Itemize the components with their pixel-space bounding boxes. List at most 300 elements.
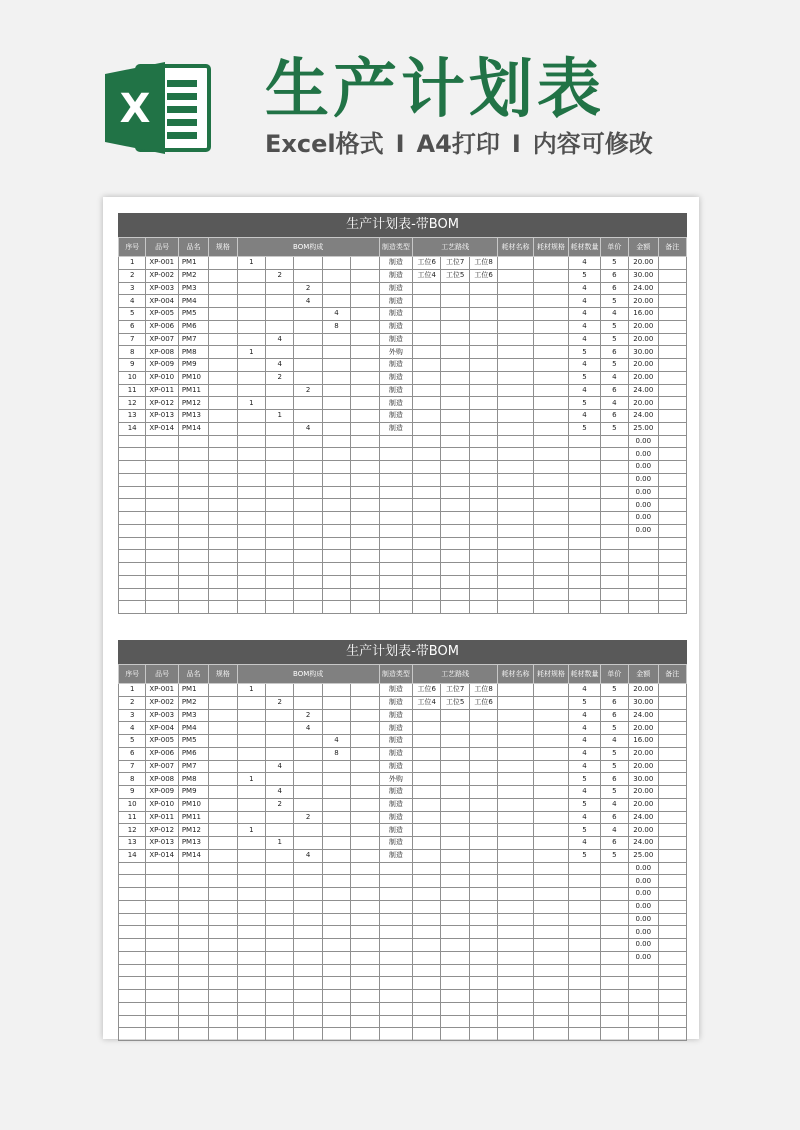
cell-route[interactable] (469, 282, 497, 295)
table-cell[interactable] (658, 588, 687, 601)
cell-bom[interactable] (351, 811, 379, 824)
cell-code[interactable]: XP-008 (146, 773, 178, 786)
cell-bom[interactable] (294, 760, 322, 773)
table-cell[interactable] (569, 448, 600, 461)
cell-bom[interactable] (294, 397, 322, 410)
table-cell[interactable] (322, 563, 350, 576)
cell-bom[interactable] (322, 269, 350, 282)
cell-remark[interactable] (658, 308, 687, 321)
table-cell[interactable] (379, 913, 412, 926)
cell-bom[interactable] (322, 773, 350, 786)
cell-bom[interactable] (351, 422, 379, 435)
cell-bom[interactable] (237, 282, 265, 295)
table-cell[interactable] (209, 512, 237, 525)
table-cell[interactable] (413, 601, 441, 614)
table-cell[interactable] (294, 461, 322, 474)
cell-route[interactable] (469, 824, 497, 837)
cell-route[interactable] (413, 384, 441, 397)
cell-route[interactable] (441, 849, 469, 862)
cell-route[interactable] (441, 384, 469, 397)
table-cell[interactable] (119, 563, 146, 576)
cell-route[interactable] (413, 346, 441, 359)
cell-spec[interactable] (209, 269, 237, 282)
cell-route[interactable] (441, 786, 469, 799)
table-cell[interactable] (209, 1002, 237, 1015)
table-cell[interactable] (146, 461, 178, 474)
table-cell[interactable] (119, 550, 146, 563)
table-cell[interactable] (294, 550, 322, 563)
table-cell[interactable] (178, 575, 208, 588)
table-cell[interactable] (237, 964, 265, 977)
cell-amount[interactable]: 16.00 (629, 735, 658, 748)
cell-amount[interactable]: 24.00 (629, 410, 658, 423)
table-cell[interactable] (351, 990, 379, 1003)
table-cell[interactable] (379, 448, 412, 461)
cell-route[interactable] (413, 320, 441, 333)
cell-bom[interactable]: 4 (322, 735, 350, 748)
table-cell[interactable] (498, 473, 533, 486)
cell-code[interactable]: XP-014 (146, 422, 178, 435)
cell-material-spec[interactable] (533, 798, 568, 811)
table-cell[interactable] (441, 977, 469, 990)
table-cell[interactable] (658, 926, 687, 939)
table-cell[interactable] (266, 1002, 294, 1015)
cell-amount[interactable]: 20.00 (629, 359, 658, 372)
cell-bom[interactable] (266, 320, 294, 333)
table-cell[interactable] (209, 537, 237, 550)
table-cell[interactable] (209, 990, 237, 1003)
table-cell[interactable] (266, 575, 294, 588)
cell-spec[interactable] (209, 359, 237, 372)
table-cell[interactable] (498, 926, 533, 939)
table-cell[interactable] (237, 977, 265, 990)
cell-code[interactable]: XP-011 (146, 384, 178, 397)
cell-amount[interactable]: 24.00 (629, 384, 658, 397)
cell-qty[interactable]: 5 (569, 422, 600, 435)
cell-price[interactable]: 5 (600, 257, 628, 270)
table-cell[interactable] (322, 1028, 350, 1041)
cell-remark[interactable] (658, 722, 687, 735)
table-cell[interactable] (322, 990, 350, 1003)
table-cell[interactable] (294, 964, 322, 977)
cell-bom[interactable] (294, 837, 322, 850)
table-cell[interactable] (119, 875, 146, 888)
table-cell[interactable] (379, 537, 412, 550)
cell-type[interactable]: 制造 (379, 811, 412, 824)
cell-bom[interactable] (322, 684, 350, 697)
cell-spec[interactable] (209, 397, 237, 410)
cell-material-name[interactable] (498, 747, 533, 760)
table-cell[interactable] (441, 461, 469, 474)
table-cell[interactable] (379, 1028, 412, 1041)
cell-route[interactable] (469, 735, 497, 748)
cell-route[interactable] (469, 773, 497, 786)
table-cell[interactable] (413, 537, 441, 550)
cell-bom[interactable] (266, 422, 294, 435)
cell-material-spec[interactable] (533, 849, 568, 862)
table-cell[interactable] (209, 524, 237, 537)
cell-price[interactable]: 6 (600, 410, 628, 423)
table-cell[interactable] (237, 550, 265, 563)
cell-price[interactable]: 5 (600, 320, 628, 333)
cell-bom[interactable] (351, 384, 379, 397)
table-cell[interactable] (569, 1002, 600, 1015)
table-cell[interactable] (413, 563, 441, 576)
table-cell[interactable] (569, 537, 600, 550)
cell-bom[interactable] (237, 735, 265, 748)
cell-remark[interactable] (658, 257, 687, 270)
cell-route[interactable]: 工位7 (441, 257, 469, 270)
table-cell[interactable] (600, 875, 628, 888)
cell-no[interactable]: 11 (119, 811, 146, 824)
table-cell[interactable] (119, 588, 146, 601)
table-cell[interactable] (178, 1028, 208, 1041)
cell-bom[interactable] (351, 295, 379, 308)
table-cell[interactable] (209, 926, 237, 939)
cell-bom[interactable]: 4 (266, 760, 294, 773)
cell-remark[interactable] (658, 786, 687, 799)
table-cell[interactable] (266, 951, 294, 964)
table-cell[interactable] (322, 601, 350, 614)
table-cell[interactable] (533, 888, 568, 901)
cell-route[interactable]: 工位6 (469, 696, 497, 709)
cell-amount[interactable]: 20.00 (629, 760, 658, 773)
cell-type[interactable]: 制造 (379, 320, 412, 333)
table-cell[interactable] (351, 1002, 379, 1015)
cell-bom[interactable] (266, 295, 294, 308)
table-cell[interactable] (600, 913, 628, 926)
cell-name[interactable]: PM7 (178, 333, 208, 346)
cell-route[interactable] (441, 811, 469, 824)
table-cell[interactable] (294, 512, 322, 525)
cell-bom[interactable] (294, 798, 322, 811)
table-cell[interactable] (209, 862, 237, 875)
table-cell[interactable] (413, 951, 441, 964)
cell-amount[interactable]: 0.00 (629, 461, 658, 474)
cell-amount[interactable]: 20.00 (629, 798, 658, 811)
cell-bom[interactable] (351, 257, 379, 270)
cell-remark[interactable] (658, 824, 687, 837)
table-cell[interactable] (600, 524, 628, 537)
cell-route[interactable] (413, 773, 441, 786)
table-cell[interactable] (658, 601, 687, 614)
table-cell[interactable] (379, 926, 412, 939)
cell-bom[interactable] (322, 849, 350, 862)
cell-price[interactable]: 5 (600, 786, 628, 799)
table-cell[interactable] (146, 550, 178, 563)
cell-type[interactable]: 制造 (379, 849, 412, 862)
table-cell[interactable] (119, 435, 146, 448)
table-cell[interactable] (294, 951, 322, 964)
cell-bom[interactable]: 1 (266, 837, 294, 850)
cell-code[interactable]: XP-006 (146, 320, 178, 333)
table-cell[interactable] (469, 601, 497, 614)
cell-name[interactable]: PM8 (178, 773, 208, 786)
cell-amount[interactable]: 20.00 (629, 824, 658, 837)
cell-bom[interactable] (322, 410, 350, 423)
cell-bom[interactable] (266, 773, 294, 786)
cell-qty[interactable]: 4 (569, 837, 600, 850)
table-cell[interactable] (498, 448, 533, 461)
cell-bom[interactable] (322, 824, 350, 837)
cell-code[interactable]: XP-001 (146, 257, 178, 270)
table-cell[interactable] (178, 939, 208, 952)
cell-name[interactable]: PM13 (178, 837, 208, 850)
cell-qty[interactable]: 4 (569, 359, 600, 372)
cell-spec[interactable] (209, 773, 237, 786)
cell-route[interactable] (413, 747, 441, 760)
table-cell[interactable] (266, 563, 294, 576)
table-cell[interactable] (178, 990, 208, 1003)
table-cell[interactable] (469, 913, 497, 926)
cell-bom[interactable]: 4 (322, 308, 350, 321)
cell-bom[interactable] (322, 722, 350, 735)
cell-type[interactable]: 制造 (379, 722, 412, 735)
cell-bom[interactable] (237, 308, 265, 321)
cell-material-name[interactable] (498, 422, 533, 435)
cell-price[interactable]: 4 (600, 798, 628, 811)
table-cell[interactable] (237, 875, 265, 888)
table-cell[interactable] (178, 601, 208, 614)
cell-bom[interactable] (322, 696, 350, 709)
cell-no[interactable]: 3 (119, 282, 146, 295)
cell-bom[interactable]: 2 (266, 269, 294, 282)
cell-amount[interactable]: 16.00 (629, 308, 658, 321)
table-cell[interactable] (441, 1015, 469, 1028)
cell-route[interactable] (441, 798, 469, 811)
cell-amount[interactable]: 24.00 (629, 282, 658, 295)
cell-code[interactable]: XP-013 (146, 837, 178, 850)
table-cell[interactable] (600, 512, 628, 525)
table-cell[interactable] (119, 448, 146, 461)
cell-route[interactable] (469, 359, 497, 372)
table-cell[interactable] (600, 1028, 628, 1041)
cell-material-name[interactable] (498, 849, 533, 862)
cell-bom[interactable]: 1 (237, 684, 265, 697)
cell-remark[interactable] (658, 371, 687, 384)
cell-price[interactable]: 6 (600, 346, 628, 359)
table-cell[interactable] (178, 1015, 208, 1028)
table-cell[interactable] (209, 888, 237, 901)
cell-material-name[interactable] (498, 384, 533, 397)
table-cell[interactable] (569, 977, 600, 990)
cell-name[interactable]: PM6 (178, 320, 208, 333)
cell-material-spec[interactable] (533, 709, 568, 722)
cell-type[interactable]: 制造 (379, 760, 412, 773)
table-cell[interactable] (569, 524, 600, 537)
table-cell[interactable] (351, 1015, 379, 1028)
table-cell[interactable] (178, 563, 208, 576)
cell-name[interactable]: PM4 (178, 722, 208, 735)
cell-bom[interactable]: 4 (294, 295, 322, 308)
cell-bom[interactable]: 1 (237, 397, 265, 410)
table-cell[interactable] (178, 499, 208, 512)
cell-code[interactable]: XP-001 (146, 684, 178, 697)
cell-route[interactable] (469, 760, 497, 773)
table-cell[interactable] (629, 563, 658, 576)
table-cell[interactable] (294, 900, 322, 913)
cell-qty[interactable]: 5 (569, 346, 600, 359)
table-cell[interactable] (351, 601, 379, 614)
cell-price[interactable]: 6 (600, 773, 628, 786)
table-cell[interactable] (600, 977, 628, 990)
table-cell[interactable] (379, 875, 412, 888)
table-cell[interactable] (119, 601, 146, 614)
table-cell[interactable] (629, 537, 658, 550)
cell-route[interactable] (469, 849, 497, 862)
table-cell[interactable] (119, 964, 146, 977)
cell-bom[interactable] (266, 747, 294, 760)
cell-type[interactable]: 制造 (379, 410, 412, 423)
table-cell[interactable] (119, 1028, 146, 1041)
table-cell[interactable] (498, 875, 533, 888)
cell-bom[interactable] (266, 824, 294, 837)
cell-route[interactable] (413, 371, 441, 384)
table-cell[interactable] (209, 563, 237, 576)
table-cell[interactable] (209, 875, 237, 888)
table-cell[interactable] (498, 524, 533, 537)
table-cell[interactable] (469, 537, 497, 550)
cell-remark[interactable] (658, 811, 687, 824)
table-cell[interactable] (533, 575, 568, 588)
cell-material-spec[interactable] (533, 722, 568, 735)
table-cell[interactable] (322, 951, 350, 964)
table-cell[interactable] (469, 951, 497, 964)
cell-no[interactable]: 5 (119, 735, 146, 748)
table-cell[interactable] (146, 1028, 178, 1041)
table-cell[interactable] (146, 512, 178, 525)
cell-no[interactable]: 5 (119, 308, 146, 321)
table-cell[interactable] (413, 990, 441, 1003)
cell-spec[interactable] (209, 371, 237, 384)
table-cell[interactable] (237, 563, 265, 576)
table-cell[interactable] (533, 1002, 568, 1015)
table-cell[interactable] (498, 575, 533, 588)
table-cell[interactable] (322, 448, 350, 461)
cell-material-spec[interactable] (533, 786, 568, 799)
table-cell[interactable] (441, 1028, 469, 1041)
table-cell[interactable] (569, 499, 600, 512)
cell-route[interactable] (413, 709, 441, 722)
cell-bom[interactable] (351, 410, 379, 423)
table-cell[interactable] (469, 926, 497, 939)
table-cell[interactable] (569, 575, 600, 588)
cell-material-spec[interactable] (533, 282, 568, 295)
cell-bom[interactable]: 1 (266, 410, 294, 423)
table-cell[interactable] (322, 473, 350, 486)
table-cell[interactable] (379, 550, 412, 563)
table-cell[interactable] (600, 563, 628, 576)
cell-material-spec[interactable] (533, 320, 568, 333)
table-cell[interactable] (146, 964, 178, 977)
table-cell[interactable] (569, 862, 600, 875)
cell-amount[interactable]: 20.00 (629, 722, 658, 735)
table-cell[interactable] (498, 939, 533, 952)
table-cell[interactable] (266, 939, 294, 952)
table-cell[interactable] (569, 875, 600, 888)
table-cell[interactable] (469, 1028, 497, 1041)
cell-remark[interactable] (658, 333, 687, 346)
cell-material-name[interactable] (498, 410, 533, 423)
cell-spec[interactable] (209, 333, 237, 346)
cell-qty[interactable]: 5 (569, 798, 600, 811)
table-cell[interactable] (533, 964, 568, 977)
cell-bom[interactable] (351, 709, 379, 722)
table-cell[interactable] (237, 939, 265, 952)
cell-price[interactable]: 4 (600, 735, 628, 748)
table-cell[interactable] (533, 977, 568, 990)
table-cell[interactable] (119, 939, 146, 952)
cell-spec[interactable] (209, 384, 237, 397)
cell-bom[interactable] (351, 849, 379, 862)
cell-amount[interactable]: 0.00 (629, 499, 658, 512)
cell-material-spec[interactable] (533, 359, 568, 372)
cell-price[interactable]: 6 (600, 811, 628, 824)
table-cell[interactable] (146, 888, 178, 901)
cell-remark[interactable] (658, 384, 687, 397)
table-cell[interactable] (533, 990, 568, 1003)
table-cell[interactable] (658, 900, 687, 913)
cell-route[interactable] (441, 422, 469, 435)
cell-code[interactable]: XP-002 (146, 269, 178, 282)
table-cell[interactable] (498, 913, 533, 926)
cell-amount[interactable]: 24.00 (629, 811, 658, 824)
cell-material-spec[interactable] (533, 257, 568, 270)
cell-amount[interactable]: 20.00 (629, 747, 658, 760)
cell-bom[interactable] (351, 282, 379, 295)
cell-material-spec[interactable] (533, 308, 568, 321)
table-cell[interactable] (209, 977, 237, 990)
cell-material-spec[interactable] (533, 811, 568, 824)
table-cell[interactable] (119, 499, 146, 512)
cell-price[interactable]: 5 (600, 760, 628, 773)
cell-amount[interactable]: 24.00 (629, 709, 658, 722)
table-cell[interactable] (237, 926, 265, 939)
table-cell[interactable] (533, 448, 568, 461)
cell-route[interactable] (469, 811, 497, 824)
table-cell[interactable] (266, 550, 294, 563)
table-cell[interactable] (413, 913, 441, 926)
table-cell[interactable] (351, 964, 379, 977)
table-cell[interactable] (379, 524, 412, 537)
table-cell[interactable] (600, 448, 628, 461)
cell-price[interactable]: 4 (600, 397, 628, 410)
table-cell[interactable] (237, 473, 265, 486)
cell-spec[interactable] (209, 735, 237, 748)
cell-spec[interactable] (209, 282, 237, 295)
table-cell[interactable] (266, 888, 294, 901)
table-cell[interactable] (441, 964, 469, 977)
cell-bom[interactable] (294, 786, 322, 799)
cell-material-name[interactable] (498, 269, 533, 282)
cell-name[interactable]: PM1 (178, 257, 208, 270)
cell-route[interactable] (413, 798, 441, 811)
table-cell[interactable] (178, 435, 208, 448)
cell-code[interactable]: XP-013 (146, 410, 178, 423)
cell-name[interactable]: PM9 (178, 359, 208, 372)
cell-spec[interactable] (209, 346, 237, 359)
cell-material-spec[interactable] (533, 773, 568, 786)
cell-bom[interactable]: 2 (266, 798, 294, 811)
table-cell[interactable] (209, 499, 237, 512)
cell-bom[interactable] (351, 696, 379, 709)
table-cell[interactable] (379, 575, 412, 588)
table-cell[interactable] (533, 550, 568, 563)
cell-no[interactable]: 13 (119, 410, 146, 423)
table-cell[interactable] (178, 862, 208, 875)
table-cell[interactable] (237, 900, 265, 913)
cell-route[interactable] (413, 824, 441, 837)
